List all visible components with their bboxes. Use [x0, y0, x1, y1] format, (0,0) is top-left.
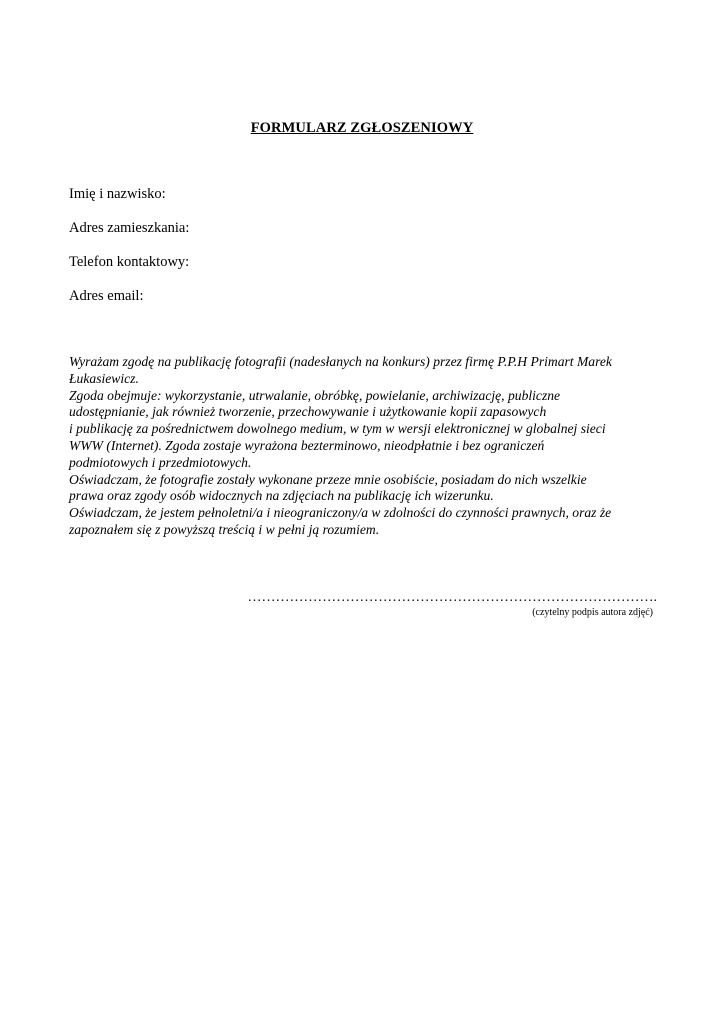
consent-line: zapoznałem się z powyższą treścią i w pełni ją rozumiem. — [69, 521, 380, 537]
applicant-fields — [69, 185, 669, 321]
field-address-label: Adres zamieszkania: — [69, 220, 190, 236]
consent-line: WWW (Internet). Zgoda zostaje wyrażona bezterminowo, nieodpłatnie i bez ograniczeń — [69, 437, 545, 453]
consent-line: i publikację za pośrednictwem dowolnego medium, w tym w wersji elektronicznej w globalnej sieci — [69, 421, 606, 437]
consent-statement — [69, 354, 669, 539]
consent-line: Łukasiewicz. — [69, 370, 139, 386]
consent-line: Oświadczam, że jestem pełnoletni/a i nieograniczony/a w zdolności do czynności prawnych, oraz że — [69, 505, 612, 521]
signature-line: ……………………………………………………………………………. — [247, 590, 657, 605]
consent-line: prawa oraz zgody osób widocznych na zdjęciach na publikację ich wizerunku. — [69, 488, 494, 504]
signature-block — [243, 590, 657, 620]
field-email-label: Adres email: — [69, 288, 144, 304]
form-title: FORMULARZ ZGŁOSZENIOWY — [250, 120, 474, 136]
signature-caption: (czytelny podpis autora zdjęć) — [532, 607, 653, 618]
consent-line: Oświadczam, że fotografie zostały wykonane przeze mnie osobiście, posiadam do nich wszelkie — [69, 471, 587, 487]
consent-line: Wyrażam zgodę na publikację fotografii (nadesłanych na konkurs) przez firmę P.P.H Primart Marek — [69, 354, 612, 369]
consent-line: udostępnianie, jak również tworzenie, przechowywanie i użytkowanie kopii zapasowych — [69, 404, 547, 420]
consent-line: podmiotowych i przedmiotowych. — [69, 454, 252, 470]
consent-line: Zgoda obejmuje: wykorzystanie, utrwalanie, obróbkę, powielanie, archiwizację, publiczne — [69, 387, 561, 403]
field-phone-label: Telefon kontaktowy: — [69, 254, 190, 270]
field-name-label: Imię i nazwisko: — [69, 186, 166, 202]
